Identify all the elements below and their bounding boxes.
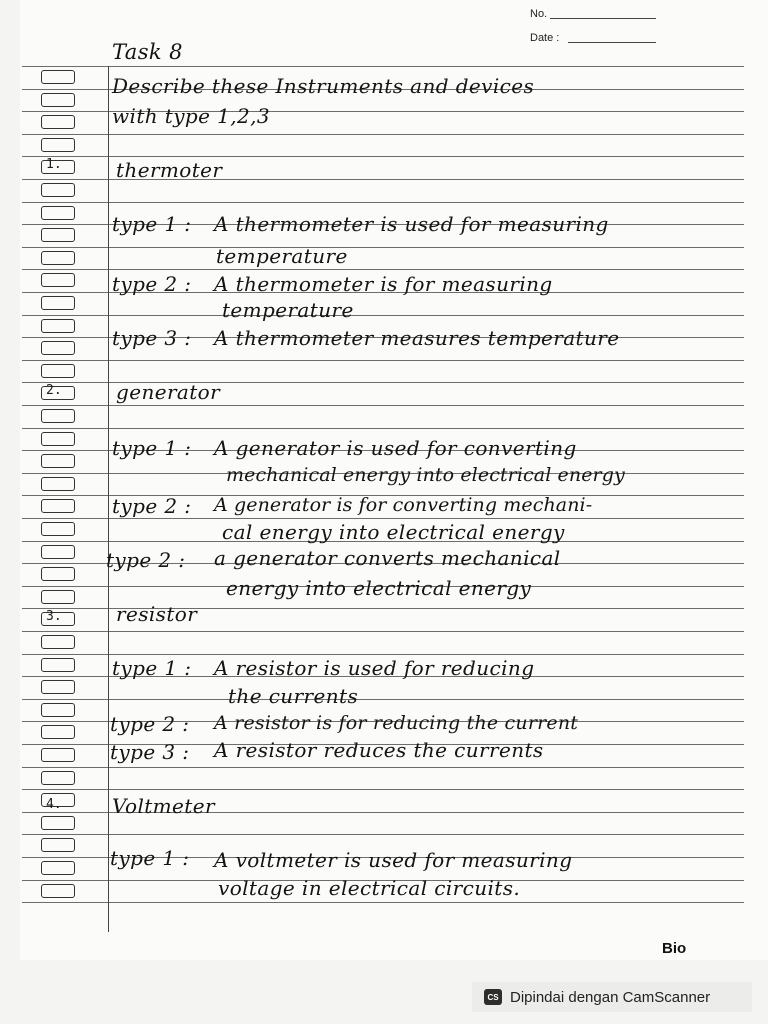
margin-checkbox [41,680,75,694]
type-text: A resistor is for reducing the current [214,712,579,734]
type-text: A resistor reduces the currents [214,738,544,762]
margin-checkbox [41,816,75,830]
ruled-line [22,156,744,157]
margin-checkbox [41,319,75,333]
ruled-line [22,767,744,768]
ruled-line [22,134,744,135]
margin-checkbox [41,228,75,242]
margin-checkbox [41,432,75,446]
type-text: A thermometer measures temperature [214,326,620,350]
margin-checkbox [41,522,75,536]
margin-checkbox [41,703,75,717]
margin-line [108,66,109,932]
section-number: 4. [46,797,62,812]
margin-checkbox [41,183,75,197]
section-title: generator [116,380,221,404]
margin-checkbox [41,590,75,604]
instruction-line-2: with type 1,2,3 [112,104,271,128]
margin-checkbox [41,477,75,491]
type-label: type 2 : [106,548,186,572]
type-text: voltage in electrical circuits. [218,876,521,900]
ruled-line [22,66,744,67]
margin-checkbox [41,658,75,672]
margin-checkbox [41,273,75,287]
margin-checkbox [41,748,75,762]
type-text: mechanical energy into electrical energy [226,464,625,486]
margin-checkbox [41,251,75,265]
margin-checkbox [41,725,75,739]
margin-checkbox [41,838,75,852]
type-label: type 1 : [112,212,192,236]
type-text: A thermometer is used for measuring [214,212,609,236]
type-text: energy into electrical energy [226,576,532,600]
section-number: 3. [46,609,62,624]
type-label: type 2 : [112,494,192,518]
section-number: 2. [46,383,62,398]
type-label: type 1 : [112,436,192,460]
margin-checkbox [41,70,75,84]
section-number: 1. [46,157,62,172]
scanner-text: Dipindai dengan CamScanner [510,988,711,1006]
type-label: type 3 : [112,326,192,350]
margin-checkbox [41,861,75,875]
ruled-line [22,699,744,700]
ruled-line [22,428,744,429]
margin-checkbox [41,93,75,107]
type-text: A generator is used for converting [214,436,577,460]
task-title: Task 8 [112,40,183,64]
margin-checkbox [41,115,75,129]
margin-checkbox [41,567,75,581]
ruled-line [22,315,744,316]
margin-checkbox [41,635,75,649]
margin-checkbox [41,364,75,378]
ruled-line [22,518,744,519]
type-text: A generator is for converting mechani- [214,494,593,516]
margin-checkbox [41,454,75,468]
instruction-line-1: Describe these Instruments and devices [112,74,535,98]
section-title: thermoter [116,158,223,182]
subject-label: Bio [662,940,687,957]
camscanner-logo-icon: CS [484,989,502,1005]
date-label: Date : [530,32,560,44]
margin-checkbox [41,771,75,785]
type-text: A resistor is used for reducing [214,656,535,680]
margin-checkbox [41,499,75,513]
margin-checkbox [41,138,75,152]
type-label: type 2 : [110,712,190,736]
type-text: temperature [216,244,348,268]
ruled-line [22,247,744,248]
ruled-line [22,834,744,835]
ruled-line [22,360,744,361]
ruled-line [22,789,744,790]
type-text: A voltmeter is used for measuring [214,848,573,872]
section-title: Voltmeter [112,794,215,818]
ruled-line [22,202,744,203]
margin-checkbox [41,884,75,898]
ruled-line [22,405,744,406]
date-line [568,42,656,43]
ruled-line [22,269,744,270]
no-line [550,18,656,19]
ruled-line [22,902,744,903]
type-text: the currents [228,684,359,708]
section-title: resistor [116,602,198,626]
margin-checkbox [41,409,75,423]
type-label: type 2 : [112,272,192,296]
type-label: type 1 : [110,846,190,870]
ruled-line [22,654,744,655]
type-text: cal energy into electrical energy [222,520,565,544]
scanner-watermark [472,982,752,1012]
type-label: type 1 : [112,656,192,680]
margin-checkbox [41,341,75,355]
ruled-line [22,631,744,632]
type-text: A thermometer is for measuring [214,272,553,296]
margin-checkbox [41,296,75,310]
type-text: a generator converts mechanical [214,546,561,570]
type-text: temperature [222,298,354,322]
type-label: type 3 : [110,740,190,764]
margin-checkbox [41,545,75,559]
no-label: No. [530,8,548,20]
margin-checkbox [41,206,75,220]
